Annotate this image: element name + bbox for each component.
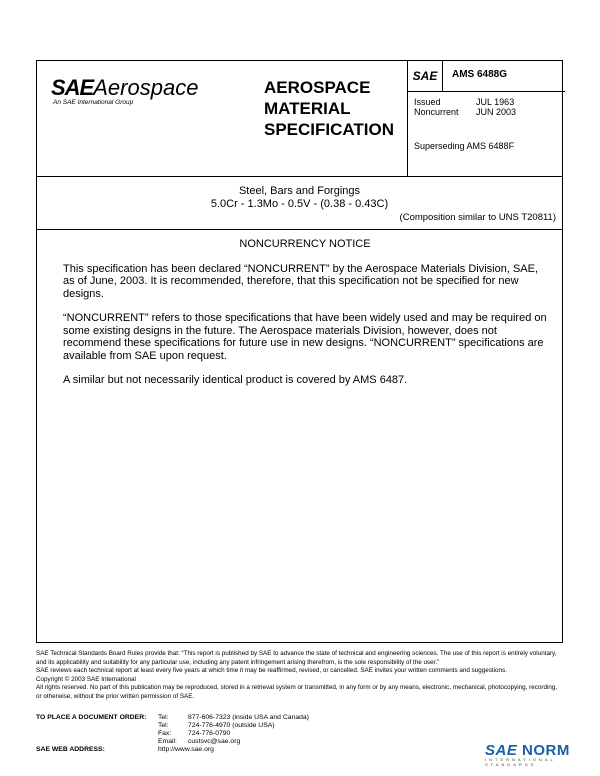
header <box>37 61 562 177</box>
paragraph-2: “NONCURRENT” refers to those specifications that have been widely used and may be required on some existing designs in the future. The Aerospace materials Division, however, does not recommend these specifications for future use in new designs. “NONCURRENT” specifications are available from SAE upon request. <box>63 312 547 362</box>
web-link[interactable]: http://www.sae.org <box>158 746 214 753</box>
doc-number-row <box>408 61 565 92</box>
footer-copyright: Copyright © 2003 SAE International <box>36 675 136 683</box>
title-line-3: SPECIFICATION <box>264 120 395 139</box>
noncurrent-value: JUN 2003 <box>476 107 517 117</box>
watermark-small: INTERNATIONAL STANDARDS <box>485 757 556 767</box>
footer-review: SAE reviews each technical report at least every five years at which time it may be reaffirmed, revised, or cancelled. SAE invites your written comments and suggestions. <box>36 667 507 675</box>
web-label: SAE WEB ADDRESS: <box>36 746 105 753</box>
footer-rights: All rights reserved. No part of this publication may be reproduced, stored in a retrieval system or transmitted, in any form or by any means, electronic, mechanical, photocopying, recording, or otherwise, without the prior written permission of SAE. <box>36 684 558 700</box>
tel-value: 877-606-7323 (inside USA and Canada) <box>188 714 309 721</box>
brand-word: Aerospace <box>93 75 199 100</box>
fax-value: 724-776-0790 <box>188 730 231 737</box>
body-text <box>63 238 547 399</box>
footer-rules: SAE Technical Standards Board Rules provide that: “This report is published by SAE to advance the state of technical and engineering sciences. The use of this report is entirely voluntary, and its applicability and suitability for any particular use, including any patent infringement arising therefrom, is the sole responsibility of the user.” <box>36 650 557 666</box>
issued-value: JUL 1963 <box>476 97 515 107</box>
paragraph-3: A similar but not necessarily identical product is covered by AMS 6487. <box>63 374 408 386</box>
contact-block <box>36 714 348 754</box>
sae-norm-watermark <box>485 742 600 767</box>
doc-number: AMS 6488G <box>452 69 508 80</box>
tel-key: Tel: <box>158 714 169 721</box>
email-key: Email: <box>158 738 177 745</box>
watermark-word: NORM <box>517 742 570 759</box>
footer-legal <box>36 650 563 702</box>
notice-heading: NONCURRENCY NOTICE <box>239 238 371 250</box>
fax-key: Fax: <box>158 730 172 737</box>
brand-sub: An SAE International Group <box>53 99 134 106</box>
watermark-mark: SAE <box>485 742 518 759</box>
subject-line-3: (Composition similar to UNS T20811) <box>399 212 556 223</box>
brand-mark: SAE <box>51 75 94 100</box>
noncurrent-label: Noncurrent <box>414 107 459 117</box>
issued-label: Issued <box>414 97 441 107</box>
tel2-key: Tel: <box>158 722 169 729</box>
tel2-value: 724-776-4970 (outside USA) <box>188 722 275 729</box>
title-line-2: MATERIAL <box>264 99 351 118</box>
paragraph-1: This specification has been declared “NONCURRENT” by the Aerospace Materials Division, SAE, as of June, 2003. It is recommended, therefore, that this specification not be specified for new designs. <box>63 262 539 300</box>
dates-block <box>414 97 516 117</box>
spec-title <box>264 77 394 140</box>
subject-block <box>37 176 562 230</box>
email-link[interactable]: custsvc@sae.org <box>188 738 241 745</box>
subject-line-2: 5.0Cr - 1.3Mo - 0.5V - (0.38 - 0.43C) <box>210 198 389 210</box>
sae-small-logo: SAE <box>408 61 443 91</box>
document-info-box <box>407 61 565 176</box>
document-frame <box>36 60 563 643</box>
sae-aerospace-logo <box>51 75 198 106</box>
subject-line-1: Steel, Bars and Forgings <box>238 185 361 197</box>
superseding-text: Superseding AMS 6488F <box>414 141 515 151</box>
title-line-1: AEROSPACE <box>264 78 371 97</box>
order-label: TO PLACE A DOCUMENT ORDER: <box>36 714 147 721</box>
